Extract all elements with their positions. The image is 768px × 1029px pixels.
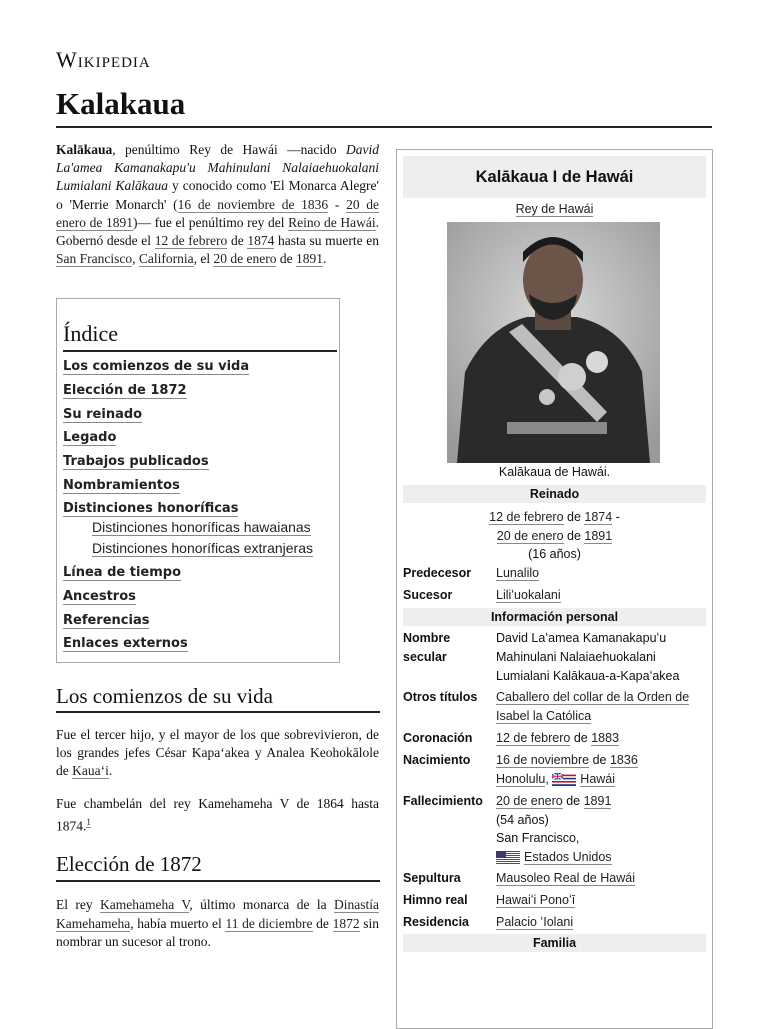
title-divider — [56, 126, 712, 128]
toc-item[interactable]: Distinciones honoríficas — [63, 501, 239, 516]
intro-full-name: David La'amea Kamanakapu'u Mahinulani Nalaiaehuokalani Lumialani Kalākaua — [56, 142, 379, 194]
link-coronacion-date[interactable]: 12 de febrero — [496, 731, 571, 745]
link-honolulu[interactable]: Honolulu — [496, 772, 546, 786]
nacimiento-value — [496, 751, 711, 789]
residencia-label: Residencia — [403, 915, 470, 929]
usa-flag-icon — [496, 851, 520, 864]
reign-dates — [397, 508, 712, 564]
fallecimiento-value — [496, 792, 711, 866]
nacimiento-label: Nacimiento — [403, 753, 471, 767]
link-birth-date[interactable]: 16 de noviembre de 1836 — [177, 196, 329, 212]
link-kamehameha-v[interactable]: Kamehameha V — [100, 897, 190, 912]
intro-text: - — [328, 196, 347, 212]
link-death-date[interactable]: 20 de enero de 1891 — [56, 196, 379, 230]
sepultura-value — [496, 869, 711, 888]
portrait-image[interactable] — [447, 222, 660, 463]
link-reign-date[interactable]: 12 de febrero — [154, 233, 228, 249]
otros-titulos-value — [496, 688, 711, 726]
infobox-subtitle — [397, 202, 712, 216]
text-de: de — [570, 731, 592, 745]
link-lunalilo[interactable]: Lunalilo — [496, 566, 540, 580]
text-de: de — [589, 753, 610, 767]
toc-item[interactable]: Nombramientos — [63, 478, 180, 493]
link-liliuokalani[interactable]: Liliʻuokalani — [496, 588, 561, 602]
intro-text: , el — [193, 251, 214, 267]
text-de: de — [562, 794, 584, 808]
link-reign-start-year[interactable]: 1874 — [584, 510, 613, 524]
toc-subitem[interactable]: Distinciones honoríficas extranjeras — [92, 540, 313, 556]
intro-text: )— fue el penúltimo rey del — [132, 214, 289, 230]
toc-item[interactable]: Los comienzos de su vida — [63, 359, 250, 374]
paragraph — [56, 896, 379, 952]
sepultura-label: Sepultura — [403, 871, 461, 885]
toc-item[interactable]: Línea de tiempo — [63, 565, 182, 580]
coronacion-label: Coronación — [403, 731, 473, 745]
link-fallecimiento-date[interactable]: 20 de enero — [496, 794, 563, 808]
page-title: Kalakaua — [56, 86, 186, 121]
paragraph-text: de — [312, 915, 333, 931]
paragraph-text: Fue el tercer hijo, y el mayor de los que sobrevivieron, de los grandes jefes César Kapaʻakea y Analea Keohokālole de — [56, 727, 379, 778]
nombre-label: Nombre secular — [403, 631, 451, 664]
reign-de: de — [563, 528, 585, 543]
link-date[interactable]: 11 de diciembre — [225, 915, 313, 931]
toc-item[interactable]: Legado — [63, 430, 117, 445]
infobox — [396, 149, 713, 1029]
residencia-value — [496, 913, 711, 932]
link-san-francisco[interactable]: San Francisco — [56, 251, 133, 267]
link-mausoleo[interactable]: Mausoleo Real de Hawái — [496, 871, 635, 885]
link-dinastia[interactable]: Dinastía Kamehameha — [56, 897, 379, 931]
image-caption: Kalākaua de Hawái. — [498, 465, 611, 479]
link-palacio[interactable]: Palacio ʻIolani — [496, 915, 574, 929]
section-header-personal: Información personal — [403, 608, 706, 626]
table-of-contents — [56, 298, 340, 663]
link-rey[interactable]: Rey de Hawái — [515, 202, 594, 216]
section-divider — [56, 880, 380, 882]
text-comma: , — [545, 772, 553, 786]
intro-text: hasta su muerte en — [274, 233, 380, 249]
intro-text: y conocido como 'El Monarca Alegre' o 'Merrie Monarch' ( — [56, 178, 379, 212]
link-kauai[interactable]: Kauaʻi — [72, 763, 109, 778]
link-estados-unidos[interactable]: Estados Unidos — [524, 849, 612, 864]
link-fallecimiento-year[interactable]: 1891 — [583, 794, 612, 808]
paragraph-text: sin nombrar un sucesor al trono. — [56, 915, 380, 949]
toc-subitem[interactable]: Distinciones honoríficas hawaianas — [92, 519, 311, 535]
hawaii-flag-icon — [552, 773, 576, 786]
intro-text: . — [322, 251, 327, 267]
section-heading: Los comienzos de su vida — [56, 684, 273, 708]
reign-dash: - — [612, 510, 620, 524]
intro-text: de — [276, 251, 296, 267]
link-himno[interactable]: Hawaiʻi Ponoʻī — [496, 893, 576, 907]
link-reign-year[interactable]: 1874 — [247, 233, 275, 249]
paragraph-text: . — [108, 763, 113, 778]
link-reign-start[interactable]: 12 de febrero — [489, 510, 564, 524]
toc-item[interactable]: Ancestros — [63, 589, 136, 604]
link-hawaii[interactable]: Hawái — [580, 772, 616, 786]
intro-text: de — [227, 233, 248, 249]
fallecimiento-age: (54 años) — [496, 812, 549, 827]
fallecimiento-place: San Francisco, — [496, 831, 580, 845]
paragraph — [56, 726, 379, 780]
toc-title: Índice — [63, 321, 118, 346]
link-reign-end-year[interactable]: 1891 — [584, 528, 613, 543]
otros-titulos-label: Otros títulos — [403, 690, 478, 704]
predecesor-label: Predecesor — [403, 566, 472, 580]
wikipedia-wordmark[interactable]: Wikipedia — [56, 47, 151, 72]
intro-text: . Gobernó desde el — [56, 214, 379, 249]
coronacion-value — [496, 729, 711, 748]
reference-marker[interactable]: 1 — [86, 817, 91, 827]
link-nacimiento-date[interactable]: 16 de noviembre — [496, 753, 590, 767]
section-header-reinado: Reinado — [403, 485, 706, 503]
section-divider — [56, 711, 380, 713]
himno-label: Himno real — [403, 893, 468, 907]
nombre-value: David Laʻamea Kamanakapuʻu Mahinulani Nalaiaehuokalani Lumialani Kalākaua-a-Kapaʻakea — [496, 631, 680, 683]
intro-name: Kalākaua — [56, 142, 113, 157]
sucesor-label: Sucesor — [403, 588, 453, 602]
himno-value — [496, 891, 711, 910]
link-nacimiento-year[interactable]: 1836 — [609, 753, 638, 767]
link-coronacion-year[interactable]: 1883 — [591, 731, 620, 745]
toc-divider — [63, 350, 337, 352]
paragraph — [56, 795, 379, 836]
predecesor-value — [496, 564, 711, 583]
intro-text: , penúltimo Rey de Hawái —nacido — [112, 142, 346, 157]
link-year[interactable]: 1872 — [332, 915, 360, 931]
toc-item[interactable]: Referencias — [63, 613, 150, 628]
link-death-year[interactable]: 1891 — [295, 251, 323, 267]
toc-item[interactable]: Su reinado — [63, 407, 143, 422]
intro-text: , — [132, 251, 139, 267]
link-orden[interactable]: Caballero del collar de la Orden de Isabel la Católica — [496, 690, 690, 723]
link-california[interactable]: California — [138, 251, 194, 267]
link-death-day[interactable]: 20 de enero — [213, 251, 277, 267]
infobox-title: Kalākaua I de Hawái — [403, 156, 706, 198]
reign-years: (16 años) — [528, 547, 581, 561]
section-heading: Elección de 1872 — [56, 852, 202, 876]
paragraph-text: Fue chambelán del rey Kamehameha V de 1864 hasta 1874. — [56, 796, 379, 834]
link-kingdom[interactable]: Reino de Hawái — [288, 214, 376, 230]
paragraph-text: , último monarca de la — [189, 897, 334, 912]
intro-paragraph — [56, 141, 379, 268]
sucesor-value — [496, 586, 711, 605]
fallecimiento-label: Fallecimiento — [403, 794, 483, 808]
paragraph-text: El rey — [56, 897, 101, 912]
section-header-familia: Familia — [403, 934, 706, 952]
link-reign-end[interactable]: 20 de enero — [496, 528, 564, 543]
reign-de: de — [563, 510, 585, 524]
toc-item[interactable]: Elección de 1872 — [63, 383, 187, 398]
toc-item[interactable]: Trabajos publicados — [63, 454, 209, 469]
toc-item[interactable]: Enlaces externos — [63, 636, 188, 651]
paragraph-text: , había muerto el — [130, 915, 226, 931]
